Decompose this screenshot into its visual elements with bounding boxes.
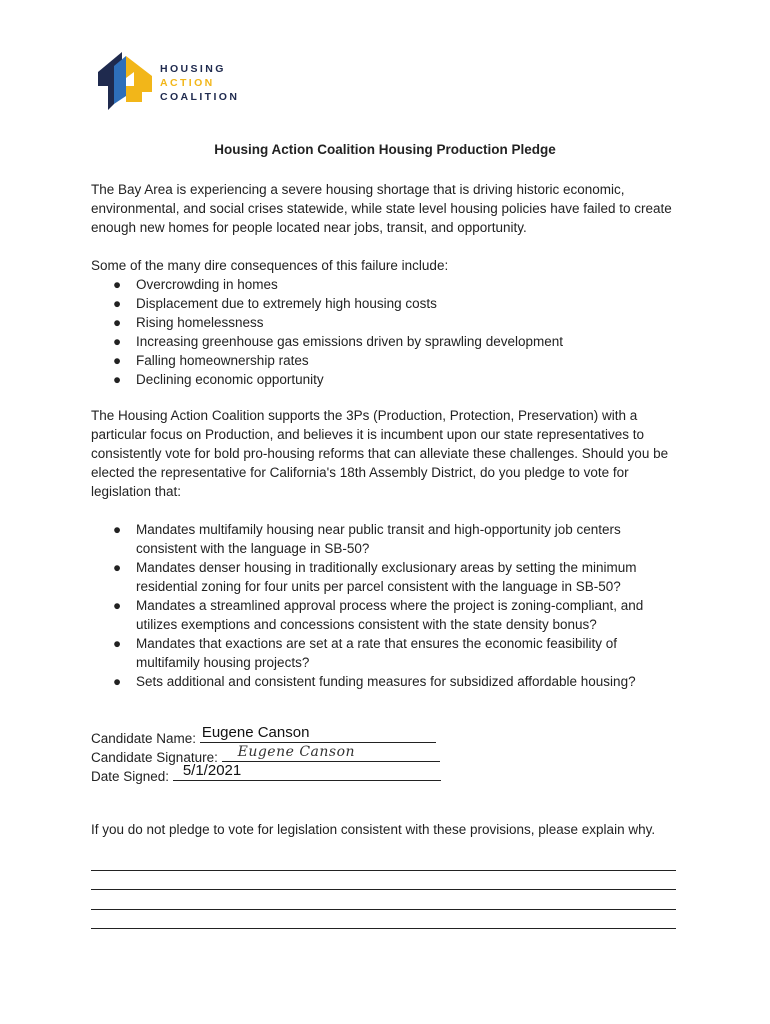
bullet-icon: ● xyxy=(113,598,122,613)
list-item: ● Mandates a streamlined approval process where the project is zoning-compliant, and utilizes exemptions and concessions consistent with the state density bonus? xyxy=(113,598,644,632)
list-item: ● Mandates denser housing in traditionally exclusionary areas by setting the minimum residential zoning for four units per parcel consistent with the language in SB-50? xyxy=(113,560,637,594)
date-signed-label: Date Signed: xyxy=(91,769,170,784)
candidate-name-value: Eugene Canson xyxy=(201,724,310,741)
housing-action-coalition-logo xyxy=(96,52,256,114)
date-signed-row xyxy=(91,762,441,786)
list-item: ● Mandates multifamily housing near public transit and high-opportunity job centers consistent with the language in SB-50? xyxy=(113,522,621,556)
list-item: ● Declining economic opportunity xyxy=(113,372,324,387)
consequences-intro: Some of the many dire consequences of this failure include: xyxy=(91,258,449,273)
intro-paragraph: The Bay Area is experiencing a severe housing shortage that is driving historic economic, environmental, and social crises statewide, while state level housing policies have failed to create enough new homes for people located near jobs, transit, and opportunity. xyxy=(91,182,672,235)
bullet-icon: ● xyxy=(113,353,122,368)
supports-paragraph: The Housing Action Coalition supports the 3Ps (Production, Protection, Preservation) with a particular focus on Production, and believes it is incumbent upon our state representatives to consistently vote for bold pro-housing reforms that can alleviate these challenges. Should you be elected the representative for California's 18th Assembly District, do you pledge to vote for legislation that: xyxy=(91,408,669,499)
logo-word-housing: HOUSING xyxy=(160,63,226,75)
date-signed-value: 5/1/2021 xyxy=(182,762,242,779)
consequences-list xyxy=(91,275,563,389)
explanation-line-1[interactable] xyxy=(91,870,676,871)
bullet-icon: ● xyxy=(113,315,122,330)
list-item: ● Sets additional and consistent funding measures for subsidized affordable housing? xyxy=(113,674,636,689)
bullet-icon: ● xyxy=(113,636,122,651)
bullet-icon: ● xyxy=(113,334,122,349)
explain-prompt: If you do not pledge to vote for legislation consistent with these provisions, please explain why. xyxy=(91,822,656,837)
explanation-line-2[interactable] xyxy=(91,889,676,890)
candidate-signature-field[interactable] xyxy=(222,746,440,762)
list-item: ● Falling homeownership rates xyxy=(113,353,309,368)
logo-word-action: ACTION xyxy=(160,77,215,89)
candidate-name-field[interactable] xyxy=(200,724,436,743)
logo-word-coalition: COALITION xyxy=(160,91,240,103)
mandates-list xyxy=(91,520,666,691)
list-item: ● Mandates that exactions are set at a rate that ensures the economic feasibility of multifamily housing projects? xyxy=(113,636,618,670)
bullet-icon: ● xyxy=(113,560,122,575)
candidate-signature-row xyxy=(91,746,440,767)
bullet-icon: ● xyxy=(113,372,122,387)
explanation-line-4[interactable] xyxy=(91,928,676,929)
candidate-name-label: Candidate Name: xyxy=(91,731,197,746)
signature-image: Eugene Canson xyxy=(237,744,356,760)
house-arrow-logo-icon xyxy=(96,52,158,114)
bullet-icon: ● xyxy=(113,277,122,292)
bullet-icon: ● xyxy=(113,522,122,537)
bullet-icon: ● xyxy=(113,674,122,689)
list-item: ● Rising homelessness xyxy=(113,315,264,330)
document-title: Housing Action Coalition Housing Production Pledge xyxy=(214,142,556,157)
bullet-icon: ● xyxy=(113,296,122,311)
list-item: ● Increasing greenhouse gas emissions driven by sprawling development xyxy=(113,334,563,349)
date-signed-field[interactable] xyxy=(173,762,441,781)
list-item: ● Overcrowding in homes xyxy=(113,277,278,292)
explanation-line-3[interactable] xyxy=(91,909,676,910)
list-item: ● Displacement due to extremely high housing costs xyxy=(113,296,437,311)
candidate-signature-label: Candidate Signature: xyxy=(91,750,218,765)
